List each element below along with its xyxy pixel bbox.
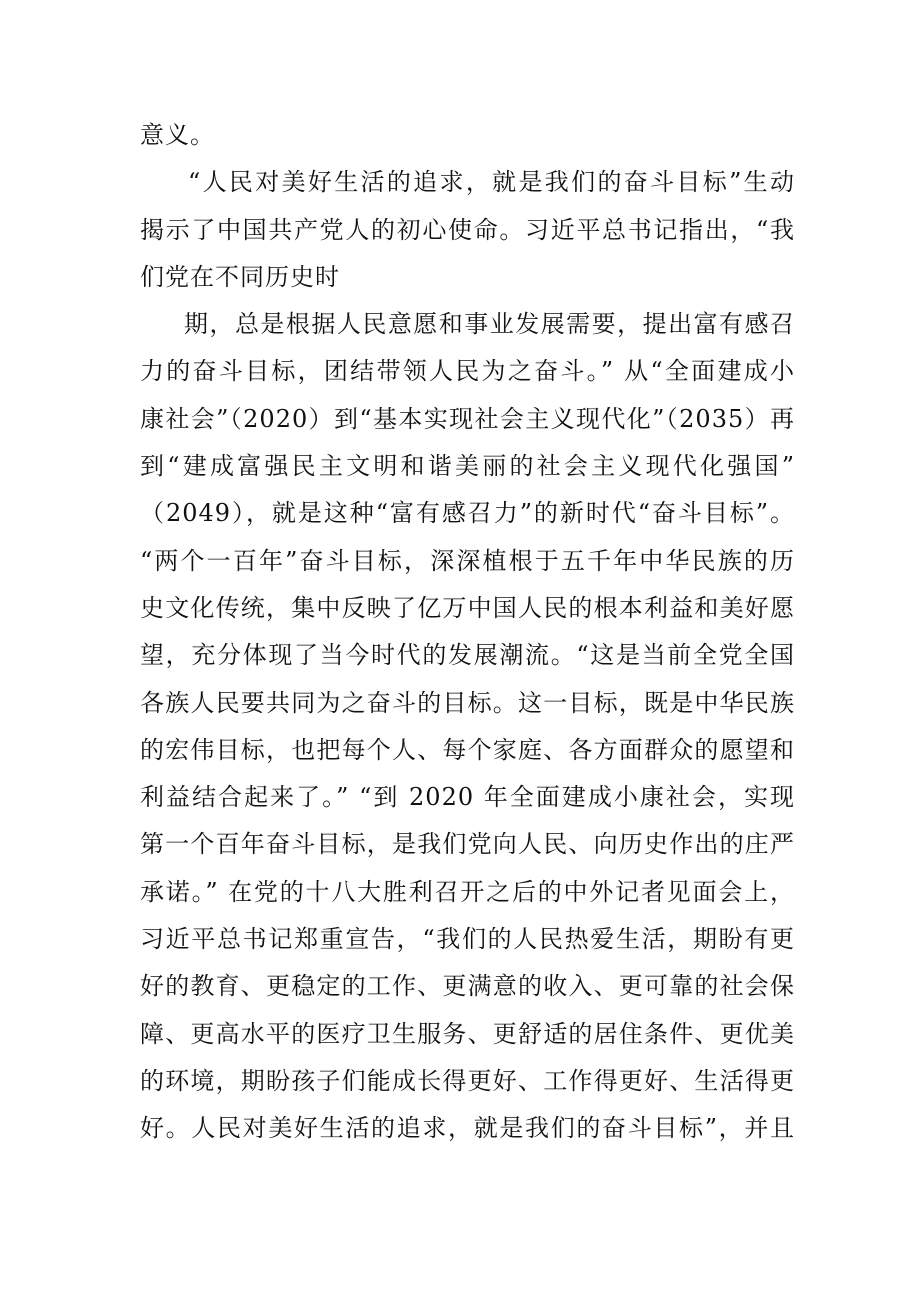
text-line-6: 力的奋斗目标，团结带领人民为之奋斗。” 从“全面建成小 bbox=[140, 357, 795, 386]
text-line-17: 承诺。” 在党的十八大胜利召开之后的中外记者见面会上， bbox=[140, 877, 795, 906]
document-body-text bbox=[140, 112, 795, 1153]
text-line-13: 各族人民要共同为之奋斗的目标。这一目标，既是中华民族 bbox=[140, 688, 795, 717]
text-line-16: 第一个百年奋斗目标，是我们党向人民、向历史作出的庄严 bbox=[140, 830, 795, 859]
text-line-22: 好。人民对美好生活的追求，就是我们的奋斗目标”，并且 bbox=[140, 1114, 795, 1143]
text-line-2: “人民对美好生活的追求，就是我们的奋斗目标”生动 bbox=[188, 168, 795, 197]
text-line-15: 利益结合起来了。” “到 2020 年全面建成小康社会，实现 bbox=[140, 783, 795, 812]
text-line-4: 们党在不同历史时 bbox=[140, 262, 340, 291]
text-line-21: 的环境，期盼孩子们能成长得更好、工作得更好、生活得更 bbox=[140, 1066, 795, 1095]
text-line-14: 的宏伟目标，也把每个人、每个家庭、各方面群众的愿望和 bbox=[140, 735, 795, 764]
text-line-20: 障、更高水平的医疗卫生服务、更舒适的居住条件、更优美 bbox=[140, 1019, 795, 1048]
text-line-5: 期，总是根据人民意愿和事业发展需要，提出富有感召 bbox=[184, 310, 795, 339]
text-line-7: 康社会”（2020）到“基本实现社会主义现代化”（2035）再 bbox=[140, 404, 795, 433]
text-line-1: 意义。 bbox=[140, 121, 215, 149]
text-line-18: 习近平总书记郑重宣告，“我们的人民热爱生活，期盼有更 bbox=[140, 925, 795, 954]
text-line-3: 揭示了中国共产党人的初心使命。习近平总书记指出，“我 bbox=[140, 215, 795, 244]
text-line-9: （2049），就是这种“富有感召力”的新时代“奋斗目标”。 bbox=[140, 499, 795, 528]
text-line-19: 好的教育、更稳定的工作、更满意的收入、更可靠的社会保 bbox=[140, 972, 795, 1001]
text-line-11: 史文化传统，集中反映了亿万中国人民的根本利益和美好愿 bbox=[140, 593, 795, 622]
text-line-12: 望，充分体现了当今时代的发展潮流。“这是当前全党全国 bbox=[140, 641, 795, 670]
text-line-10: “两个一百年”奋斗目标，深深植根于五千年中华民族的历 bbox=[140, 546, 795, 575]
text-line-8: 到“建成富强民主文明和谐美丽的社会主义现代化强国” bbox=[140, 452, 795, 481]
